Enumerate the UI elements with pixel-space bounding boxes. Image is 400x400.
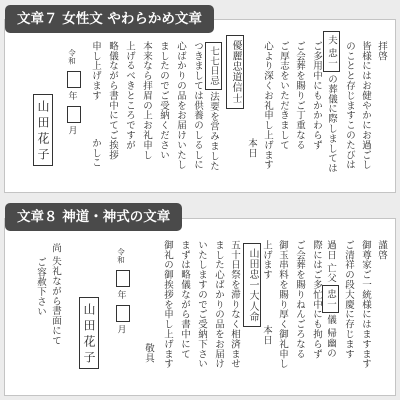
- month-label: 月: [66, 125, 77, 135]
- letter-line: つきましては供養のしるしに: [192, 41, 203, 170]
- letter-line: [205, 40, 222, 171]
- today-label: 本日: [261, 325, 272, 345]
- letter-line: 略儀ながら書中にてご挨拶: [107, 41, 118, 160]
- letter-line: ご清祥の段大慶に存じます: [343, 240, 354, 359]
- letter-line: ましたのでご受納ください: [158, 41, 169, 160]
- letter-line: ました心ばかりの品をお届け: [213, 240, 224, 369]
- letter-line: 上げます: [261, 240, 272, 280]
- era-label: 令和: [116, 248, 126, 264]
- letter-line: のことと存じますこのたびは: [344, 41, 355, 170]
- letter-line: 本来なら拝眉の上お礼申し: [141, 41, 152, 160]
- letter-closing: かしこ: [90, 138, 101, 168]
- sender-name-box: 山田花子: [33, 94, 53, 166]
- letter-line: ご会葬を賜りご丁重なる: [294, 41, 305, 150]
- letter-date: [65, 49, 82, 135]
- deceased-name-box: 忠一: [322, 285, 339, 313]
- year-blank-box: [116, 270, 130, 287]
- year-blank-box: [67, 71, 81, 88]
- letter-line: 心より深くお礼申し上げます: [262, 41, 273, 170]
- letter-line: まずは略儀ながら書中にて: [179, 240, 190, 359]
- letter-panel-7: [4, 19, 396, 193]
- letter-line-text: 過日 亡父: [325, 240, 336, 284]
- postscript-line: ご容赦下さい: [35, 257, 46, 317]
- letter-line: 御尊家ご一統様にはますます: [360, 240, 371, 369]
- letter-line: 心ばかりの品をお届けいたし: [175, 41, 186, 170]
- letter-line: 際にはご多忙中にも拘らず: [311, 240, 322, 359]
- letter-line: [322, 240, 339, 358]
- year-label: 年: [115, 289, 126, 299]
- postscript-line: 尚 失礼ながら書面にて: [50, 243, 61, 346]
- letter-closing: 敬具: [143, 343, 154, 363]
- month-blank-box: [116, 305, 130, 322]
- letter-line-text: 法要を営みました: [208, 91, 219, 171]
- letter-line: [323, 29, 340, 173]
- memorial-day-box: 七七日忌: [205, 42, 222, 90]
- letter-line: 御礼の御挨拶を申し上げます: [162, 240, 173, 369]
- section-header-7: 文章７ 女性文 やわらかめ文章: [5, 5, 214, 33]
- letter-line: いたしますのでご受納下さい: [196, 240, 207, 369]
- letter-line-text: 儀 帰幽の: [325, 314, 336, 358]
- month-blank-box: [67, 106, 81, 123]
- letter-date: [114, 248, 131, 334]
- era-label: 令和: [67, 49, 77, 65]
- letter-line: 上げるべきところですが: [124, 41, 135, 150]
- today-label: 本日: [246, 138, 257, 158]
- letter-line: 御玉串料を賜り厚く御礼申し: [277, 240, 288, 369]
- reikei-name-box: 山田忠一大人命: [243, 243, 261, 327]
- letter-line: 申し上げます: [90, 41, 101, 101]
- year-label: 年: [66, 90, 77, 100]
- kaimyo-box: 優麗忠道信士: [226, 35, 244, 109]
- letter-line: ご多用中にもかかわらず: [311, 41, 322, 150]
- letter-line-text: の葬儀に際しましては: [326, 74, 337, 174]
- sender-name-box: 山田花子: [79, 297, 99, 369]
- section-header-8: 文章８ 神道・神式の文章: [5, 203, 182, 231]
- letter-opening: 拝啓: [376, 41, 387, 61]
- month-label: 月: [115, 324, 126, 334]
- letter-line: 五十日祭を滞りなく相済ませ: [229, 240, 240, 369]
- letter-line: ご厚志をいただきまして: [278, 41, 289, 150]
- letter-opening: 謹啓: [376, 240, 387, 260]
- letter-line: 皆様にはお健やかにお過ごし: [360, 41, 371, 170]
- letter-panel-8: [4, 218, 396, 396]
- deceased-name-box: 夫 忠一: [323, 31, 340, 72]
- letter-line: ご会葬を賜りねんごろなる: [294, 240, 305, 359]
